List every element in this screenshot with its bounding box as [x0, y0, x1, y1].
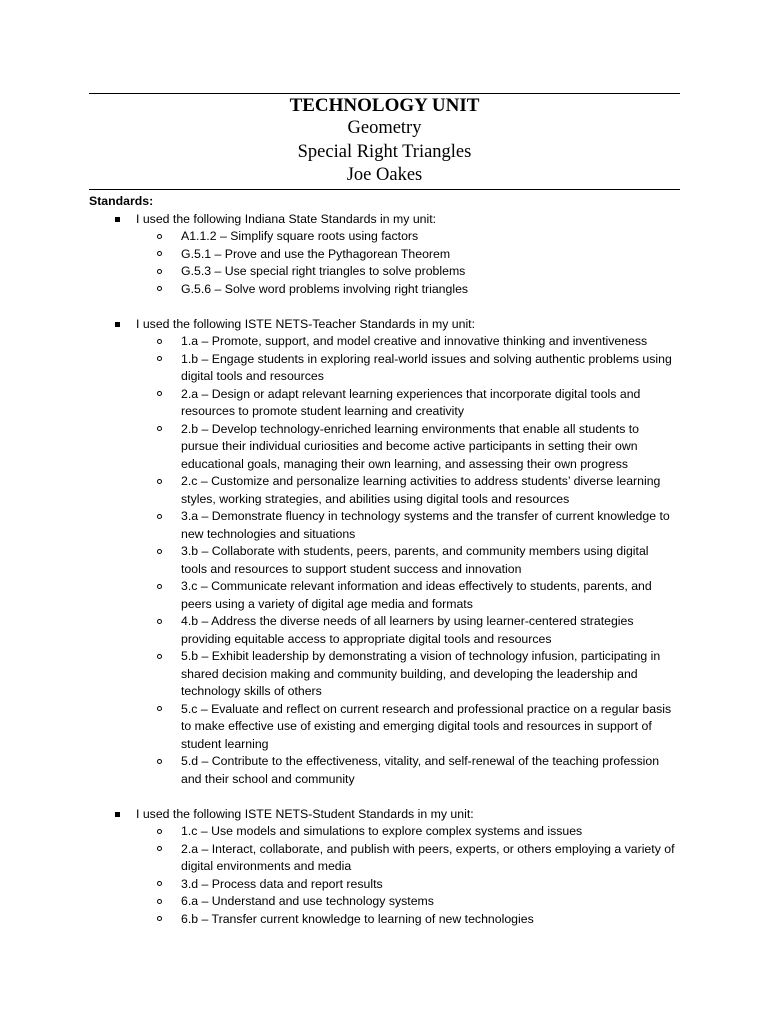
subject-line: Geometry — [347, 118, 422, 138]
circle-bullet-icon — [157, 759, 162, 764]
standard-item-text: G.5.3 – Use special right triangles to solve problems — [181, 264, 466, 278]
standard-item — [89, 543, 689, 578]
standards-group — [89, 316, 689, 789]
standard-item — [89, 841, 689, 876]
standards-list — [89, 211, 689, 929]
standard-item-text: 5.c – Evaluate and reflect on current research and professional practice on a regular basis to make effective use of existing and emerging digital tools and resources in support of student learning — [181, 701, 672, 751]
circle-bullet-icon — [157, 514, 162, 519]
circle-bullet-icon — [157, 339, 162, 344]
document-title: TECHNOLOGY UNIT — [289, 95, 480, 116]
square-bullet-icon — [115, 322, 120, 327]
circle-bullet-icon — [157, 829, 162, 834]
circle-bullet-icon — [157, 899, 162, 904]
header-top-rule — [89, 93, 680, 94]
standard-item — [89, 578, 689, 613]
header-bottom-rule — [89, 189, 680, 190]
standard-item-text: G.5.6 – Solve word problems involving right triangles — [181, 281, 469, 296]
standards-group — [89, 211, 689, 299]
circle-bullet-icon — [157, 654, 162, 659]
circle-bullet-icon — [157, 356, 162, 361]
standards-group-label: I used the following Indiana State Standards in my unit: — [136, 211, 437, 226]
standard-item-text: 1.b – Engage students in exploring real-world issues and solving authentic problems using digital tools and resources — [181, 351, 672, 383]
circle-bullet-icon — [157, 881, 162, 886]
author-line: Joe Oakes — [346, 165, 423, 185]
standard-item-text: 1.c – Use models and simulations to explore complex systems and issues — [181, 824, 583, 838]
standard-item-text: G.5.1 – Prove and use the Pythagorean Theorem — [181, 246, 451, 261]
standard-item-text: 4.b – Address the diverse needs of all learners by using learner-centered strategies providing equitable access to appropriate digital tools and resources — [181, 614, 634, 646]
standards-sublist — [136, 333, 689, 788]
document-body — [89, 193, 689, 928]
standard-item — [89, 876, 689, 894]
standard-item-text: 3.b – Collaborate with students, peers, parents, and community members using digital tools and resources to support student success and innovation — [181, 544, 649, 576]
standard-item — [89, 333, 689, 351]
circle-bullet-icon — [157, 479, 162, 484]
standard-item — [89, 701, 689, 754]
standard-item — [89, 508, 689, 543]
standard-item — [89, 648, 689, 701]
circle-bullet-icon — [157, 549, 162, 554]
standard-item — [89, 911, 689, 929]
standard-item-text: 1.a – Promote, support, and model creative and innovative thinking and inventiveness — [181, 334, 648, 348]
standard-item — [89, 421, 689, 474]
standard-item — [89, 823, 689, 841]
standards-group-label: I used the following ISTE NETS-Student Standards in my unit: — [136, 806, 474, 821]
square-bullet-icon — [115, 812, 120, 817]
standard-item-text: 2.a – Design or adapt relevant learning experiences that incorporate digital tools and resources to promote student learning and creativity — [181, 386, 641, 418]
standards-group-label: I used the following ISTE NETS-Teacher Standards in my unit: — [136, 316, 476, 331]
circle-bullet-icon — [157, 619, 162, 624]
standard-item — [89, 893, 689, 911]
document-header — [89, 95, 680, 188]
circle-bullet-icon — [157, 234, 162, 239]
square-bullet-icon — [115, 217, 120, 222]
circle-bullet-icon — [157, 251, 162, 256]
standard-item — [89, 753, 689, 788]
standards-sublist — [136, 823, 689, 928]
standard-item-text: 6.b – Transfer current knowledge to learning of new technologies — [181, 911, 534, 926]
standard-item-text: 2.c – Customize and personalize learning activities to address students’ diverse learning styles, working strategies, and abilities using digital tools and resources — [181, 474, 661, 506]
standard-item — [89, 281, 689, 299]
circle-bullet-icon — [157, 286, 162, 291]
standards-group — [89, 806, 689, 929]
standard-item — [89, 263, 689, 281]
standard-item-text: 2.b – Develop technology-enriched learning environments that enable all students to pursue their individual curiosities and become active participants in setting their own educational goals, managing their own learning, and assessing their own progress — [181, 421, 640, 471]
standard-item — [89, 473, 689, 508]
standard-item-text: A1.1.2 – Simplify square roots using factors — [181, 229, 419, 243]
standard-item-text: 3.d – Process data and report results — [181, 876, 383, 891]
circle-bullet-icon — [157, 269, 162, 274]
standard-item-text: 2.a – Interact, collaborate, and publish with peers, experts, or others employing a variety of digital environments and media — [181, 841, 675, 873]
standard-item — [89, 386, 689, 421]
standard-item — [89, 228, 689, 246]
circle-bullet-icon — [157, 584, 162, 589]
circle-bullet-icon — [157, 426, 162, 431]
circle-bullet-icon — [157, 846, 162, 851]
topic-line: Special Right Triangles — [297, 141, 472, 162]
circle-bullet-icon — [157, 916, 162, 921]
standards-sublist — [136, 228, 689, 298]
standards-heading: Standards: — [89, 194, 154, 208]
circle-bullet-icon — [157, 706, 162, 711]
standard-item-text: 5.d – Contribute to the effectiveness, vitality, and self-renewal of the teaching profession and their school and community — [181, 754, 660, 786]
standard-item-text: 6.a – Understand and use technology systems — [181, 894, 434, 908]
standard-item-text: 5.b – Exhibit leadership by demonstrating a vision of technology infusion, participating in shared decision making and community building, and developing the leadership and technology skills of others — [181, 649, 661, 698]
standard-item-text: 3.c – Communicate relevant information and ideas effectively to students, parents, and peers using a variety of digital age media and formats — [181, 579, 652, 611]
standard-item — [89, 351, 689, 386]
standard-item — [89, 613, 689, 648]
circle-bullet-icon — [157, 391, 162, 396]
standard-item — [89, 246, 689, 264]
standard-item-text: 3.a – Demonstrate fluency in technology systems and the transfer of current knowledge to new technologies and situations — [181, 509, 670, 541]
